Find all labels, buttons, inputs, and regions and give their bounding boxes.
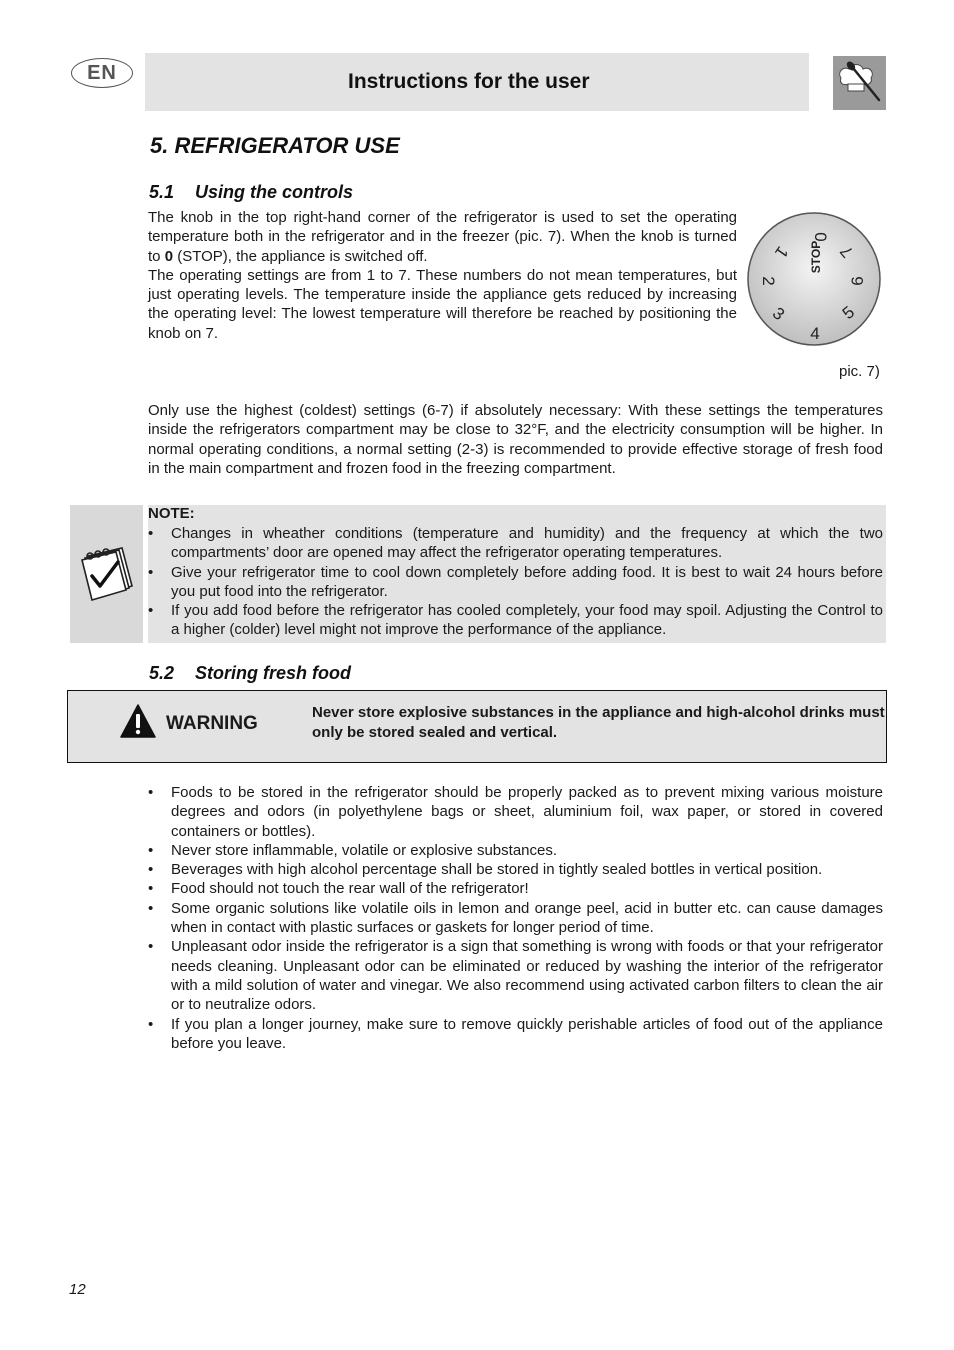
subsection-title-storing xyxy=(149,663,351,684)
warning-label: WARNING xyxy=(166,713,258,734)
list-item: • Food should not touch the rear wall of the refrigerator! xyxy=(148,879,883,898)
header-bar xyxy=(145,53,809,111)
knob-label-7: 7 xyxy=(836,241,858,262)
subsection-label: Storing fresh food xyxy=(195,663,351,683)
knob-label-5: 5 xyxy=(838,302,859,324)
knob-label-1: 1 xyxy=(771,242,793,262)
list-item: • Some organic solutions like volatile oils in lemon and orange peel, acid in butter etc. can cause damages when in contact with plastic surfaces or gaskets for longer period of time. xyxy=(148,899,883,938)
knob-label-4: 4 xyxy=(810,324,820,343)
list-item: • Foods to be stored in the refrigerator should be properly packed as to prevent mixing various moisture degrees and odors (in polyethylene bags or sheet, aluminium foil, wax paper, or stored in covered containers or bottles). xyxy=(148,783,883,841)
chef-hat-spoon-icon xyxy=(833,56,886,110)
note-list xyxy=(148,524,883,640)
knob-stop-label: STOP xyxy=(809,240,823,274)
language-badge: EN xyxy=(71,58,133,88)
knob-label-6: 6 xyxy=(848,276,867,286)
list-item: • If you plan a longer journey, make sure to remove quickly perishable articles of food out of the appliance before you leave. xyxy=(148,1015,883,1054)
subsection-title-controls xyxy=(149,182,353,203)
page-number: 12 xyxy=(69,1281,86,1298)
storage-tips-list xyxy=(148,783,883,1053)
note-box xyxy=(148,505,886,643)
subsection-number: 5.1 xyxy=(149,182,175,202)
warning-box xyxy=(67,690,887,763)
knob-label-0: 0 xyxy=(811,232,830,242)
note-icon-panel xyxy=(70,505,143,643)
controls-para-2: The operating settings are from 1 to 7. These numbers do not mean temperatures, but just operating levels. The temperature inside the appliance gets reduced by increasing the operating level: The lowest temperature will therefore be reached by positioning the knob on 7. xyxy=(148,266,737,342)
header-title: Instructions for the user xyxy=(348,70,590,93)
knob-label-2: 2 xyxy=(759,276,778,286)
note-item: • Give your refrigerator time to cool down completely before adding food. It is best to wait 24 hours before you put food into the refrigerator. xyxy=(148,563,883,602)
thermostat-knob-figure xyxy=(746,211,882,347)
subsection-number: 5.2 xyxy=(149,663,175,683)
note-title: NOTE: xyxy=(148,505,195,522)
note-item: • If you add food before the refrigerator has cooled completely, your food may spoil. Adjusting the Control to a higher (colder) level might not improve the performance of the appliance. xyxy=(148,601,883,640)
list-item: • Never store inflammable, volatile or explosive substances. xyxy=(148,841,883,860)
notepad-check-icon xyxy=(78,542,136,606)
settings-paragraph: Only use the highest (coldest) settings (6-7) if absolutely necessary: With these settings the temperatures inside the refrigerators compartment may be close to 32°F, and the electricity consumption will be higher. In normal operating conditions, a normal setting (2-3) is recommended to provide effective storage of fresh food in the main compartment and frozen food in the freezing compartment. xyxy=(148,402,883,477)
subsection-label: Using the controls xyxy=(195,182,354,202)
controls-paragraph xyxy=(148,208,737,343)
knob-label-3: 3 xyxy=(768,303,789,325)
warning-text: Never store explosive substances in the appliance and high-alcohol drinks must only be stored sealed and vertical. xyxy=(312,704,885,741)
figure-caption: pic. 7) xyxy=(839,363,880,380)
list-item: • Beverages with high alcohol percentage shall be stored in tightly sealed bottles in vertical position. xyxy=(148,860,883,879)
note-item: • Changes in wheather conditions (temperature and humidity) and the frequency at which the two compartments’ door are opened may affect the refrigerator operating temperatures. xyxy=(148,524,883,563)
list-item: • Unpleasant odor inside the refrigerator is a sign that something is wrong with foods or that your refrigerator needs cleaning. Unpleasant odor can be eliminated or reduced by washing the interior of the refrigerator with a mild solution of water and vinegar. We also recommend using activated carbon filters to clean the air or to neutralize odors. xyxy=(148,937,883,1014)
section-title: 5. REFRIGERATOR USE xyxy=(150,133,400,158)
controls-para-1: The knob in the top right-hand corner of the refrigerator is used to set the operating temperature both in the refrigerator and in the freezer (pic. 7). When the knob is turned to 0 (STOP), the appliance is switched off. xyxy=(148,209,737,265)
warning-triangle-icon xyxy=(120,703,156,739)
